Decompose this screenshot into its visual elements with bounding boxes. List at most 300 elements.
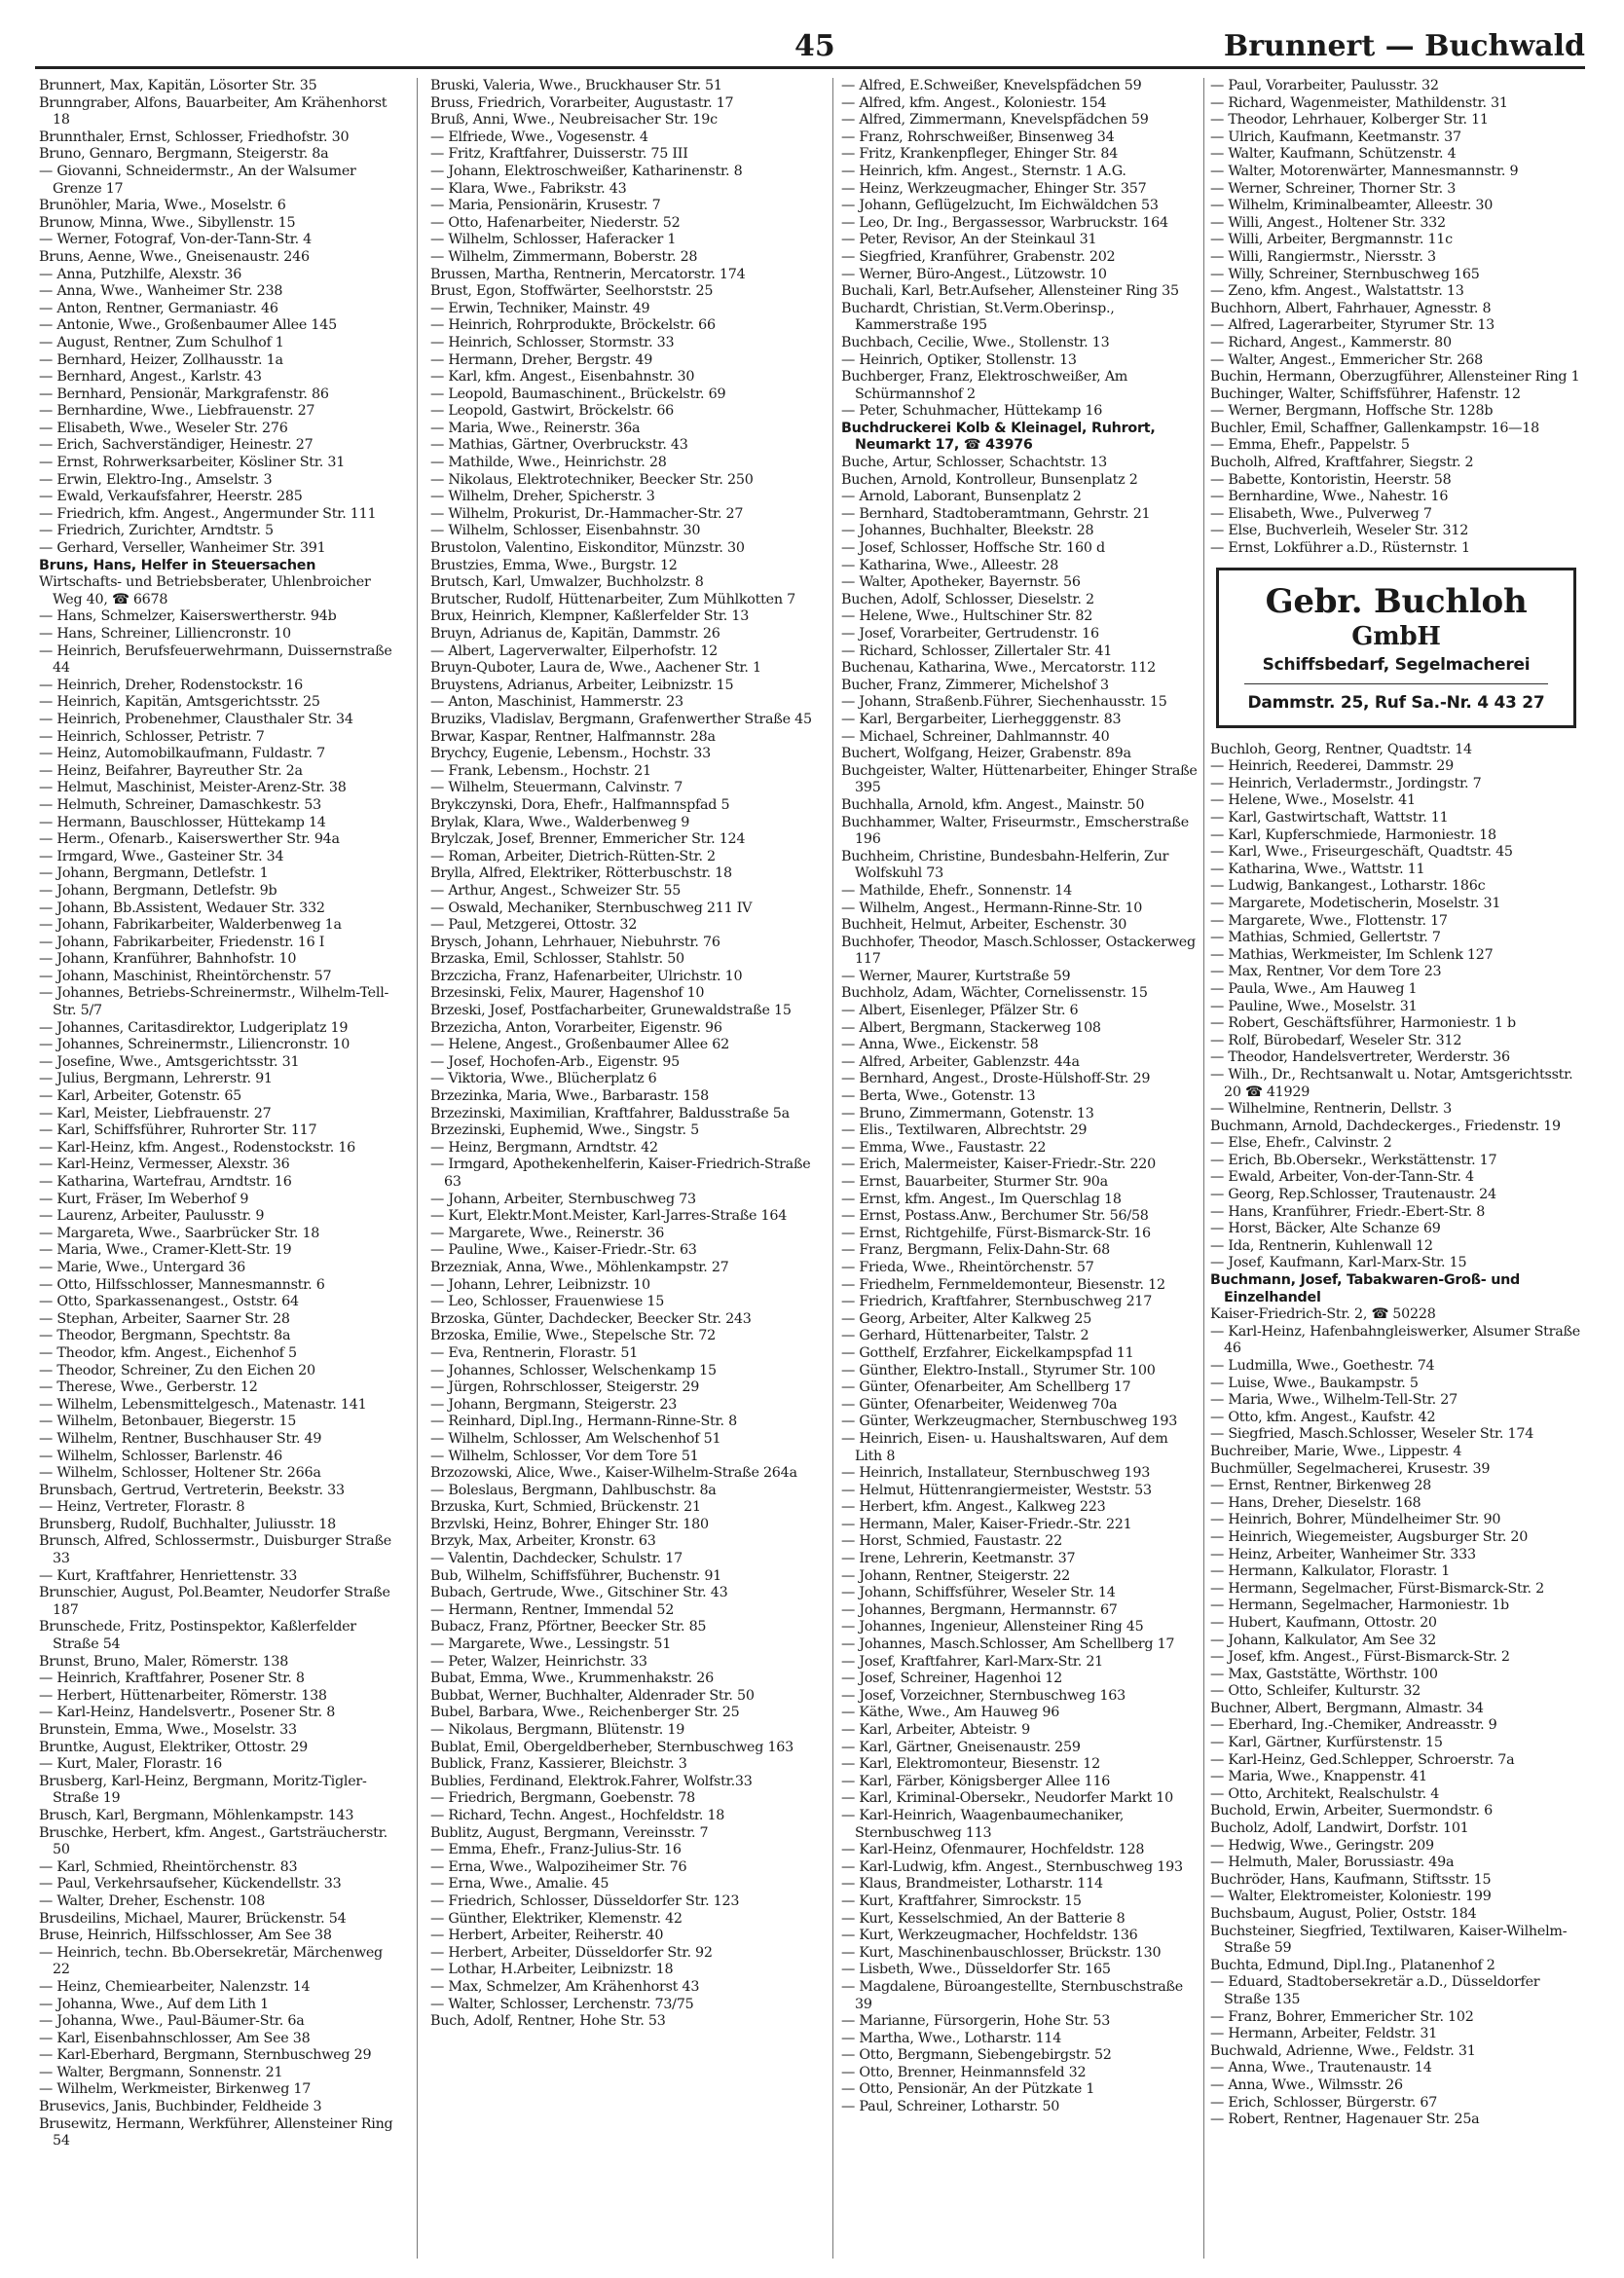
directory-entry: — Karl-Heinz, Handelsvertr., Posener Str. 8 [39, 1705, 336, 1721]
directory-entry: — Ewald, Verkaufsfahrer, Heerstr. 285 [39, 489, 303, 505]
directory-entry: Brunnert, Max, Kapitän, Lösorter Str. 35 [39, 78, 317, 93]
directory-entry: — Maria, Pensionärin, Krusestr. 7 [430, 198, 661, 214]
directory-entry: Brylla, Alfred, Elektriker, Rötterbuschstr. 18 [430, 865, 732, 882]
directory-entry: — Magdalene, Büroangestellte, Sternbuschstraße 39 [841, 1978, 1184, 2012]
directory-entry: Buchheim, Christine, Bundesbahn-Helferin, Zur Wolfskuhl 73 [841, 848, 1169, 882]
directory-entry: — Karl, Wwe., Friseurgeschäft, Quadtstr. 45 [1210, 844, 1513, 861]
directory-entry: — Erich, Bb.Obersekr., Werkstättenstr. 17 [1210, 1152, 1497, 1168]
directory-entry: — Bernhard, Angest., Karlstr. 43 [39, 369, 262, 386]
directory-entry: — Wilhelm, Schlosser, Vor dem Tore 51 [430, 1448, 699, 1464]
directory-entry: Brunngraber, Alfons, Bauarbeiter, Am Krähenhorst 18 [39, 94, 388, 129]
directory-entry: — Alfred, Arbeiter, Gablenzstr. 44a [841, 1053, 1080, 1070]
directory-entry: — Margarete, Wwe., Flottenstr. 17 [1210, 912, 1448, 929]
directory-entry: — Hans, Kranführer, Friedr.-Ebert-Str. 8 [1210, 1203, 1486, 1220]
directory-entry: — Jürgen, Rohrschlosser, Steigerstr. 29 [430, 1379, 700, 1396]
directory-entry: Bublies, Ferdinand, Elektrok.Fahrer, Wolfstr.33 [430, 1773, 753, 1789]
directory-entry: — Peter, Walzer, Heinrichstr. 33 [430, 1653, 647, 1670]
directory-entry: — Heinrich, techn. Bb.Obersekretär, Märchenweg 22 [39, 1944, 383, 1978]
directory-entry: — Kurt, Fräser, Im Weberhof 9 [39, 1191, 249, 1207]
directory-entry: — Kurt, Werkzeugmacher, Hochfeldstr. 136 [841, 1928, 1138, 1944]
directory-entry: — Wilhelm, Rentner, Buschhauser Str. 49 [39, 1430, 322, 1447]
directory-entry: — Irmgard, Apothekenhelferin, Kaiser-Friedrich-Straße 63 [430, 1157, 811, 1190]
directory-entry: — Eberhard, Ing.-Chemiker, Andreasstr. 9 [1210, 1717, 1497, 1734]
directory-entry: — Heinz, Bergmann, Arndtstr. 42 [430, 1139, 658, 1156]
directory-entry: Brux, Heinrich, Klempner, Kaßlerfelder Str. 13 [430, 608, 750, 625]
directory-entry: — Herbert, Arbeiter, Reiherstr. 40 [430, 1928, 664, 1944]
directory-entry: — Hans, Schmelzer, Kaiserswertherstr. 94b [39, 608, 337, 625]
directory-entry: — Josef, Vorzeichner, Sternbuschweg 163 [841, 1687, 1126, 1704]
directory-entry: Bucher, Franz, Zimmerer, Michelshof 3 [841, 677, 1109, 693]
directory-entry: — Ernst, Bauarbeiter, Sturmer Str. 90a [841, 1174, 1108, 1190]
directory-entry: Brzezicha, Anton, Vorarbeiter, Eigenstr. 96 [430, 1019, 722, 1036]
directory-entry: — Boleslaus, Bergmann, Dahlbuschstr. 8a [430, 1482, 717, 1498]
directory-entry: — Robert, Geschäftsführer, Harmoniestr. 1 b [1210, 1015, 1516, 1032]
directory-entry: Bubat, Emma, Wwe., Krummenhakstr. 26 [430, 1671, 714, 1687]
directory-entry: — Theodor, kfm. Angest., Eichenhof 5 [39, 1344, 297, 1361]
directory-entry: — Karl, Meister, Liebfrauenstr. 27 [39, 1105, 272, 1121]
directory-entry: — Hedwig, Wwe., Geringstr. 209 [1210, 1837, 1434, 1854]
directory-entry: Brzezniak, Anna, Wwe., Möhlenkampstr. 27 [430, 1259, 729, 1275]
directory-entry: Buchen, Arnold, Kontrolleur, Bunsenplatz 2 [841, 471, 1138, 488]
directory-entry: Brzezinski, Maximilian, Kraftfahrer, Baldusstraße 5a [430, 1105, 790, 1121]
directory-entry: — Franz, Rohrschweißer, Binsenweg 34 [841, 129, 1115, 145]
directory-entry: — Günter, Ofenarbeiter, Am Schellberg 17 [841, 1379, 1131, 1396]
directory-entry: — Walter, Kaufmann, Schützenstr. 4 [1210, 146, 1457, 163]
directory-entry: — Peter, Schuhmacher, Hüttekamp 16 [841, 403, 1103, 420]
directory-entry: Brysch, Johann, Lehrhauer, Niebuhrstr. 76 [430, 934, 720, 950]
directory-entry: — Irmgard, Wwe., Gasteiner Str. 34 [39, 848, 284, 864]
directory-entry: — Horst, Schmied, Faustastr. 22 [841, 1533, 1062, 1550]
directory-entry: — Karl, Gastwirtschaft, Wattstr. 11 [1210, 810, 1449, 826]
directory-entry: — Katharina, Wwe., Wattstr. 11 [1210, 861, 1425, 877]
directory-entry: — Bernhardine, Wwe., Liebfrauenstr. 27 [39, 403, 315, 420]
directory-entry: — Alfred, kfm. Angest., Koloniestr. 154 [841, 94, 1107, 111]
directory-entry: — Hubert, Kaufmann, Ottostr. 20 [1210, 1614, 1437, 1631]
directory-entry: — Hans, Schreiner, Lilliencronstr. 10 [39, 626, 291, 642]
directory-entry: — Emma, Ehefr., Franz-Julius-Str. 16 [430, 1842, 682, 1858]
directory-entry: — Johann, Rentner, Steigerstr. 22 [841, 1567, 1071, 1584]
directory-entry: Brunnthaler, Ernst, Schlosser, Friedhofstr. 30 [39, 129, 350, 145]
directory-entry: — Heinrich, Optiker, Stollenstr. 13 [841, 351, 1077, 368]
directory-entry: — Karl-Eberhard, Bergmann, Sternbuschweg 29 [39, 2047, 372, 2064]
directory-entry: — Frieda, Wwe., Rheintörchenstr. 57 [841, 1259, 1094, 1275]
directory-entry: — Franz, Bergmann, Felix-Dahn-Str. 68 [841, 1242, 1110, 1259]
directory-entry: — Karl, Bergarbeiter, Lierhegggenstr. 83 [841, 711, 1122, 727]
directory-entry: Brusevics, Janis, Buchbinder, Feldheide 3 [39, 2099, 322, 2115]
directory-entry: — Heinz, Chemiearbeiter, Nalenzstr. 14 [39, 1978, 311, 1995]
column-divider [417, 78, 418, 2259]
directory-entry: — Nikolaus, Bergmann, Blütenstr. 19 [430, 1722, 685, 1738]
directory-entry: — Karl-Heinz, Ofenmaurer, Hochfeldstr. 128 [841, 1842, 1145, 1858]
directory-entry: — Wilhelm, Steuermann, Calvinstr. 7 [430, 780, 683, 796]
directory-entry: — Karl, Arbeiter, Abteistr. 9 [841, 1722, 1030, 1738]
directory-entry: — Johannes, Schlosser, Welschenkamp 15 [430, 1362, 717, 1378]
directory-entry: — Leopold, Gastwirt, Bröckelstr. 66 [430, 403, 675, 420]
directory-entry: Buchhalla, Arnold, kfm. Angest., Mainstr. 50 [841, 796, 1145, 813]
directory-entry: — Paul, Metzgerei, Ottostr. 32 [430, 917, 638, 934]
directory-entry: — Alfred, E.Schweißer, Knevelspfädchen 59 [841, 78, 1142, 93]
directory-entry: Brzyk, Max, Arbeiter, Kronstr. 63 [430, 1533, 656, 1550]
directory-entry: — Anna, Wwe., Trautenaustr. 14 [1210, 2060, 1432, 2076]
directory-entry: — Ewald, Arbeiter, Von-der-Tann-Str. 4 [1210, 1169, 1474, 1186]
directory-entry: — Theodor, Bergmann, Spechtstr. 8a [39, 1328, 291, 1344]
directory-entry: Brusdeilins, Michael, Maurer, Brückenstr. 54 [39, 1910, 347, 1927]
directory-entry: — Heinz, Arbeiter, Wanheimer Str. 333 [1210, 1546, 1476, 1562]
ad-tagline: Schiffsbedarf, Segelmacherei [1262, 654, 1531, 675]
directory-entry: — Friedhelm, Fernmeldemonteur, Biesenstr. 12 [841, 1276, 1165, 1293]
directory-entry: — Hermann, Arbeiter, Feldstr. 31 [1210, 2026, 1438, 2042]
directory-entry: — Katharina, Wwe., Alleestr. 28 [841, 557, 1059, 573]
directory-entry: — Wilhelm, Prokurist, Dr.-Hammacher-Str. 27 [430, 505, 744, 522]
directory-entry: Brzaska, Emil, Schlosser, Stahlstr. 50 [430, 951, 684, 968]
directory-entry: — Friedrich, kfm. Angest., Angermunder Str. 111 [39, 505, 377, 522]
directory-entry: — Rolf, Bürobedarf, Weseler Str. 312 [1210, 1032, 1462, 1048]
directory-entry: — Wilhelm, Schlosser, Holtener Str. 266a [39, 1465, 321, 1482]
directory-entry: — Hermann, Segelmacher, Harmoniestr. 1b [1210, 1598, 1509, 1614]
directory-entry: — Karl, Elektromonteur, Biesenstr. 12 [841, 1756, 1100, 1773]
directory-entry: — Wilhelm, Kriminalbeamter, Alleestr. 30 [1210, 198, 1494, 214]
directory-entry: — Margarete, Wwe., Reinerstr. 36 [430, 1225, 665, 1241]
directory-entry: — Ernst, Richtgehilfe, Fürst-Bismarck-Str. 16 [841, 1225, 1151, 1241]
directory-entry: Brzoska, Günter, Dachdecker, Beecker Str. 243 [430, 1310, 752, 1327]
directory-entry: Bruschke, Herbert, kfm. Angest., Gartsträucherstr. 50 [39, 1824, 388, 1858]
directory-entry: — Heinrich, Reederei, Dammstr. 29 [1210, 758, 1454, 775]
directory-entry: Brzezinka, Maria, Wwe., Barbarastr. 158 [430, 1088, 710, 1105]
directory-entry: Brutsch, Karl, Umwalzer, Buchholzstr. 8 [430, 574, 704, 591]
directory-entry: — Wilhelm, Schlosser, Am Welschenhof 51 [430, 1430, 721, 1447]
directory-entry: Brunst, Bruno, Maler, Römerstr. 138 [39, 1653, 289, 1670]
directory-entry: Buche, Artur, Schlosser, Schachtstr. 13 [841, 455, 1107, 471]
directory-entry: Buchali, Karl, Betr.Aufseher, Allensteiner Ring 35 [841, 283, 1179, 300]
directory-entry: — Johann, Kalkulator, Am See 32 [1210, 1632, 1436, 1648]
directory-entry: — Heinrich, Rohrprodukte, Bröckelstr. 66 [430, 317, 716, 334]
directory-entry: Brust, Egon, Stoffwärter, Seelhorststr. 25 [430, 283, 714, 300]
advertisement-box [1216, 568, 1576, 728]
column-3 [841, 78, 1198, 2259]
directory-entry: — Ernst, kfm. Angest., Im Querschlag 18 [841, 1191, 1122, 1207]
directory-entry: — Richard, Schlosser, Zillertaler Str. 41 [841, 643, 1113, 659]
directory-entry: Bruns, Aenne, Wwe., Gneisenaustr. 246 [39, 248, 310, 265]
directory-entry: — Anna, Wwe., Wilmsstr. 26 [1210, 2076, 1403, 2093]
ad-address: Dammstr. 25, Ruf Sa.-Nr. 4 43 27 [1247, 692, 1545, 713]
directory-entry: — Erna, Wwe., Amalie. 45 [430, 1876, 609, 1892]
directory-entry: — Wilhelm, Schlosser, Eisenbahnstr. 30 [430, 523, 701, 539]
directory-entry: — Hans, Dreher, Dieselstr. 168 [1210, 1494, 1421, 1511]
directory-entry: — Karl, Gärtner, Kurfürstenstr. 15 [1210, 1735, 1443, 1751]
directory-entry: — Johannes, Buchhalter, Bleekstr. 28 [841, 523, 1094, 539]
directory-entry: — Wilh., Dr., Rechtsanwalt u. Notar, Amtsgerichtsstr. 20 ☎ 41929 [1210, 1066, 1573, 1100]
directory-entry: — Lisbeth, Wwe., Düsseldorfer Str. 165 [841, 1962, 1111, 1978]
directory-entry: — Paul, Vorarbeiter, Paulusstr. 32 [1210, 78, 1439, 93]
directory-entry: — Karl, Arbeiter, Gotenstr. 65 [39, 1088, 242, 1105]
directory-entry: Bubach, Gertrude, Wwe., Gitschiner Str. 43 [430, 1585, 728, 1601]
directory-entry: Brunstein, Emma, Wwe., Moselstr. 33 [39, 1722, 297, 1738]
directory-entry: — Maria, Wwe., Knappenstr. 41 [1210, 1769, 1427, 1785]
directory-entry: — Wilhelmine, Rentnerin, Dellstr. 3 [1210, 1101, 1452, 1118]
directory-entry: — Herm., Ofenarb., Kaiserswerther Str. 94a [39, 831, 340, 848]
directory-entry: — Heinrich, Dreher, Rodenstockstr. 16 [39, 677, 303, 693]
directory-entry: — Alfred, Zimmermann, Knevelspfädchen 59 [841, 112, 1149, 129]
directory-entry: Kaiser-Friedrich-Str. 2, ☎ 50228 [1210, 1306, 1436, 1323]
directory-entry: Brustolon, Valentino, Eiskonditor, Münzstr. 30 [430, 540, 745, 557]
directory-entry: — Marie, Wwe., Untergard 36 [39, 1259, 245, 1275]
directory-entry: — Karl, Kupferschmiede, Harmoniestr. 18 [1210, 827, 1496, 843]
directory-entry: Bruss, Friedrich, Vorarbeiter, Augustastr. 17 [430, 94, 734, 111]
directory-entry: — Karl-Heinrich, Waagenbaumechaniker, Sternbuschweg 113 [841, 1807, 1125, 1841]
directory-entry: — Karl, kfm. Angest., Eisenbahnstr. 30 [430, 369, 695, 386]
directory-entry: Buchhofer, Theodor, Masch.Schlosser, Ostackerweg 117 [841, 934, 1196, 968]
directory-entry: Buchgeister, Walter, Hüttenarbeiter, Ehinger Straße 395 [841, 762, 1198, 796]
directory-entry: — Erich, Malermeister, Kaiser-Friedr.-Str. 220 [841, 1157, 1157, 1173]
directory-entry: — Heinrich, Eisen- u. Haushaltswaren, Auf dem Lith 8 [841, 1430, 1168, 1464]
directory-entry: Bubacz, Franz, Pförtner, Beecker Str. 85 [430, 1619, 707, 1635]
directory-entry: — Bruno, Zimmermann, Gotenstr. 13 [841, 1105, 1094, 1121]
directory-entry: — Otto, Architekt, Realschulstr. 4 [1210, 1785, 1440, 1802]
directory-entry: Brunsberg, Rudolf, Buchhalter, Juliusstr. 18 [39, 1516, 337, 1532]
directory-entry: Bruno, Gennaro, Bergmann, Steigerstr. 8a [39, 146, 329, 163]
directory-entry: — Karl, Gärtner, Gneisenaustr. 259 [841, 1739, 1081, 1755]
directory-entry: — Johann, Bb.Assistent, Wedauer Str. 332 [39, 900, 325, 916]
directory-entry: — Margareta, Wwe., Saarbrücker Str. 18 [39, 1225, 320, 1241]
directory-entry: — Siegfried, Kranführer, Grabenstr. 202 [841, 248, 1116, 265]
directory-entry: — Erich, Schlosser, Bürgerstr. 67 [1210, 2094, 1438, 2111]
directory-entry: — Marianne, Fürsorgerin, Hohe Str. 53 [841, 2013, 1111, 2030]
directory-entry: — Irene, Lehrerin, Keetmanstr. 37 [841, 1551, 1076, 1567]
directory-entry: — Ernst, Rentner, Birkenweg 28 [1210, 1478, 1432, 1494]
directory-entry: — Paul, Schreiner, Lotharstr. 50 [841, 2099, 1060, 2115]
directory-entry: Brzezinski, Euphemid, Wwe., Singstr. 5 [430, 1122, 699, 1139]
directory-entry: — Johann, Geflügelzucht, Im Eichwäldchen 53 [841, 198, 1159, 214]
header-rule [35, 66, 1585, 69]
directory-entry: — Erich, Sachverständiger, Heinestr. 27 [39, 437, 314, 454]
directory-entry: — Heinrich, Probenehmer, Clausthaler Str. 34 [39, 711, 353, 727]
directory-entry: — Viktoria, Wwe., Blücherplatz 6 [430, 1071, 657, 1087]
directory-entry: — Nikolaus, Elektrotechniker, Beecker Str. 250 [430, 471, 754, 488]
ad-company-name: Gebr. Buchloh [1265, 581, 1528, 621]
directory-entry: — Kurt, Kesselschmied, An der Batterie 8 [841, 1910, 1126, 1927]
directory-entry: — Josef, Vorarbeiter, Gertrudenstr. 16 [841, 626, 1099, 642]
directory-entry: — Berta, Wwe., Gotenstr. 13 [841, 1088, 1036, 1105]
directory-entry: — Maria, Wwe., Wilhelm-Tell-Str. 27 [1210, 1392, 1458, 1409]
directory-entry: — Karl-Heinz, kfm. Angest., Rodenstockstr. 16 [39, 1139, 356, 1156]
directory-entry: Brunsch, Alfred, Schlossermstr., Duisburger Straße 33 [39, 1533, 391, 1567]
directory-entry: — Willi, Angest., Holtener Str. 332 [1210, 214, 1446, 231]
directory-entry: Brylczak, Josef, Brenner, Emmericher Str. 124 [430, 831, 746, 848]
directory-entry: — Horst, Bäcker, Alte Schanze 69 [1210, 1221, 1441, 1237]
directory-entry: — Erna, Wwe., Walpoziheimer Str. 76 [430, 1858, 687, 1875]
directory-entry: — Günther, Elektriker, Klemenstr. 42 [430, 1910, 683, 1927]
directory-entry: — Ulrich, Kaufmann, Keetmanstr. 37 [1210, 129, 1461, 145]
directory-entry: — Hermann, Maler, Kaiser-Friedr.-Str. 221 [841, 1516, 1132, 1532]
directory-entry: — Zeno, kfm. Angest., Walstattstr. 13 [1210, 283, 1464, 300]
directory-entry: — Johanna, Wwe., Auf dem Lith 1 [39, 1996, 269, 2012]
directory-entry: — Michael, Schreiner, Dahlmannstr. 40 [841, 728, 1110, 745]
directory-entry: Bucholz, Adolf, Landwirt, Dorfstr. 101 [1210, 1820, 1469, 1837]
directory-entry: Bublick, Franz, Kassierer, Bleichstr. 3 [430, 1756, 687, 1773]
directory-entry: — Wilhelm, Schlosser, Haferacker 1 [430, 232, 677, 248]
directory-entry: Bruystens, Adrianus, Arbeiter, Leibnizstr. 15 [430, 677, 734, 693]
directory-entry: — Oswald, Mechaniker, Sternbuschweg 211 IV [430, 900, 753, 916]
directory-entry: — Josef, kfm. Angest., Fürst-Bismarck-Str. 2 [1210, 1649, 1510, 1666]
directory-entry: — Johann, Schiffsführer, Weseler Str. 14 [841, 1585, 1116, 1601]
directory-entry: — Theodor, Schreiner, Zu den Eichen 20 [39, 1362, 315, 1378]
directory-entry: Buchta, Edmund, Dipl.Ing., Platanenhof 2 [1210, 1957, 1495, 1973]
directory-entry: — Willy, Schreiner, Sternbuschweg 165 [1210, 266, 1480, 282]
directory-entry: — Johannes, Caritasdirektor, Ludgeriplatz 19 [39, 1019, 349, 1036]
directory-entry: — Friedrich, Kraftfahrer, Sternbuschweg 217 [841, 1294, 1153, 1310]
directory-entry: Bublitz, August, Bergmann, Vereinsstr. 7 [430, 1824, 709, 1841]
directory-entry: — Fritz, Krankenpfleger, Ehinger Str. 84 [841, 146, 1119, 163]
directory-entry: — Walter, Elektromeister, Koloniestr. 199 [1210, 1889, 1492, 1905]
page-number: 45 [794, 29, 835, 63]
directory-entry: — Elisabeth, Wwe., Weseler Str. 276 [39, 420, 288, 436]
directory-entry: — Heinrich, Installateur, Sternbuschweg 193 [841, 1465, 1151, 1482]
directory-entry: — Eduard, Stadtobersekretär a.D., Düsseldorfer Straße 135 [1210, 1974, 1540, 2007]
directory-entry: — Wilhelm, Betonbauer, Biegerstr. 15 [39, 1414, 297, 1430]
directory-entry: Buchsbaum, August, Polier, Oststr. 184 [1210, 1906, 1477, 1922]
directory-entry: Brzvlski, Heinz, Bohrer, Ehinger Str. 180 [430, 1516, 709, 1532]
directory-entry: — Günther, Elektro-Install., Styrumer Str. 100 [841, 1362, 1156, 1378]
directory-entry: — Karl, Schmied, Rheintörchenstr. 83 [39, 1858, 298, 1875]
directory-entry: — Fritz, Kraftfahrer, Duisserstr. 75 III [430, 146, 688, 163]
directory-entry: Bruyn, Adrianus de, Kapitän, Dammstr. 26 [430, 626, 720, 642]
column-2 [430, 78, 824, 2259]
directory-entry: Buchberger, Franz, Elektroschweißer, Am Schürmannshof 2 [841, 369, 1128, 402]
directory-entry: Bub, Wilhelm, Schiffsführer, Buchenstr. 91 [430, 1567, 722, 1584]
ad-company-form: GmbH [1351, 621, 1441, 651]
directory-entry: — Heinrich, Verladermstr., Jordingstr. 7 [1210, 775, 1482, 791]
directory-entry: — Ernst, Lokführer a.D., Rüsternstr. 1 [1210, 540, 1470, 557]
directory-entry: — Laurenz, Arbeiter, Paulusstr. 9 [39, 1208, 265, 1225]
directory-entry: — Bernhardine, Wwe., Nahestr. 16 [1210, 489, 1449, 505]
directory-entry: — Walter, Bergmann, Sonnenstr. 21 [39, 2064, 283, 2080]
directory-entry: — Johann, Fabrikarbeiter, Walderbenweg 1a [39, 917, 342, 934]
directory-entry: — Friedrich, Zurichter, Arndtstr. 5 [39, 523, 274, 539]
directory-entry: Buchhorn, Albert, Fahrhauer, Agnesstr. 8 [1210, 300, 1492, 316]
directory-entry: — Karl-Heinz, Vermesser, Alexstr. 36 [39, 1157, 290, 1173]
directory-entry: — Walter, Angest., Emmericher Str. 268 [1210, 351, 1483, 368]
directory-entry: Buchen, Adolf, Schlosser, Dieselstr. 2 [841, 591, 1094, 607]
directory-entry: — Hermann, Segelmacher, Fürst-Bismarck-Str. 2 [1210, 1580, 1544, 1597]
directory-entry: — Therese, Wwe., Gerberstr. 12 [39, 1379, 258, 1396]
directory-entry: Brusberg, Karl-Heinz, Bergmann, Moritz-Tigler-Straße 19 [39, 1773, 367, 1807]
directory-entry: — Günter, Werkzeugmacher, Sternbuschweg 193 [841, 1414, 1178, 1430]
directory-entry: — Stephan, Arbeiter, Saarner Str. 28 [39, 1310, 290, 1327]
directory-entry: Bruß, Anni, Wwe., Neubreisacher Str. 19c [430, 112, 718, 129]
directory-entry: — Johannes, Ingenieur, Allensteiner Ring 45 [841, 1619, 1144, 1635]
directory-entry: — Bernhard, Angest., Droste-Hülshoff-Str. 29 [841, 1071, 1151, 1087]
directory-entry: — Richard, Wagenmeister, Mathildenstr. 31 [1210, 94, 1508, 111]
directory-entry: — Ludwig, Bankangest., Lotharstr. 186c [1210, 878, 1486, 895]
directory-entry: — Karl-Heinz, Ged.Schlepper, Schroerstr. 7a [1210, 1751, 1515, 1768]
directory-entry: Brychcy, Eugenie, Lebensm., Hochstr. 33 [430, 746, 711, 762]
directory-entry: — Josef, Kraftfahrer, Karl-Marx-Str. 21 [841, 1653, 1104, 1670]
directory-entry: — Anna, Wwe., Wanheimer Str. 238 [39, 283, 283, 300]
directory-entry: — Albert, Eisenleger, Pfälzer Str. 6 [841, 1003, 1079, 1019]
directory-entry: — Paula, Wwe., Am Hauweg 1 [1210, 980, 1418, 997]
directory-entry: — Hermann, Kalkulator, Florastr. 1 [1210, 1563, 1451, 1580]
directory-entry: Brzczicha, Franz, Hafenarbeiter, Ulrichstr. 10 [430, 968, 743, 984]
directory-entry: — Mathias, Werkmeister, Im Schlenk 127 [1210, 946, 1494, 963]
directory-entry: — Johann, Fabrikarbeiter, Friedenstr. 16 I [39, 934, 325, 950]
directory-entry: — Werner, Maurer, Kurtstraße 59 [841, 968, 1071, 984]
directory-entry: — Kurt, Elektr.Mont.Meister, Karl-Jarres-Straße 164 [430, 1208, 788, 1225]
directory-entry: — Josef, Hochofen-Arb., Eigenstr. 95 [430, 1053, 680, 1070]
directory-entry: — Herbert, kfm. Angest., Kalkweg 223 [841, 1499, 1106, 1516]
directory-entry: Buchinger, Walter, Schiffsführer, Hafenstr. 12 [1210, 386, 1521, 402]
directory-entry: Buchmann, Josef, Tabakwaren-Groß- und Einzelhandel [1210, 1272, 1521, 1305]
directory-entry: Bubbat, Werner, Buchhalter, Aldenrader Str. 50 [430, 1687, 755, 1704]
directory-entry: — Johann, Arbeiter, Sternbuschweg 73 [430, 1191, 696, 1207]
directory-entry: Bruntke, August, Elektriker, Ottostr. 29 [39, 1739, 308, 1755]
directory-entry: — Gerhard, Hüttenarbeiter, Talstr. 2 [841, 1328, 1089, 1344]
directory-entry: — Roman, Arbeiter, Dietrich-Rütten-Str. 2 [430, 848, 716, 864]
directory-entry: Buchert, Wolfgang, Heizer, Grabenstr. 89a [841, 746, 1131, 762]
directory-entry: Wirtschafts- und Betriebsberater, Uhlenbroicher Weg 40, ☎ 6678 [39, 574, 371, 607]
column-4 [1210, 78, 1582, 2259]
column-4-bottom [1210, 742, 1582, 2129]
column-divider [1203, 78, 1204, 2259]
directory-entry: Buchbach, Cecilie, Wwe., Stollenstr. 13 [841, 334, 1110, 350]
directory-entry: — Kurt, Kraftfahrer, Simrockstr. 15 [841, 1892, 1082, 1909]
directory-entry: — Helene, Wwe., Hultschiner Str. 82 [841, 608, 1093, 625]
directory-entry: — Wilhelm, Zimmermann, Boberstr. 28 [430, 248, 698, 265]
directory-entry: — Hermann, Rentner, Immendal 52 [430, 1601, 675, 1618]
directory-entry: — Lothar, H.Arbeiter, Leibnizstr. 18 [430, 1962, 674, 1978]
directory-entry: — Georg, Rep.Schlosser, Trautenaustr. 24 [1210, 1187, 1496, 1203]
directory-entry: Buchhammer, Walter, Friseurmstr., Emscherstraße 196 [841, 814, 1189, 848]
directory-entry: Buchdruckerei Kolb & Kleinagel, Ruhrort, Neumarkt 17, ☎ 43976 [841, 420, 1156, 454]
directory-entry: Brzesinski, Felix, Maurer, Hagenshof 10 [430, 985, 705, 1002]
directory-entry: — Else, Ehefr., Calvinstr. 2 [1210, 1135, 1392, 1152]
directory-entry: — Werner, Büro-Angest., Lützowstr. 10 [841, 266, 1107, 282]
directory-entry: — Gotthelf, Erzfahrer, Eickelkampspfad 11 [841, 1344, 1134, 1361]
directory-entry: — Hermann, Bauschlosser, Hüttekamp 14 [39, 814, 326, 830]
directory-entry: Buchheit, Helmut, Arbeiter, Eschenstr. 30 [841, 917, 1127, 934]
directory-entry: — Johann, Bergmann, Steigerstr. 23 [430, 1396, 678, 1413]
directory-entry: — Anton, Rentner, Germaniastr. 46 [39, 300, 278, 316]
directory-entry: Brussen, Martha, Rentnerin, Mercatorstr. 174 [430, 266, 746, 282]
directory-entry: — Heinrich, kfm. Angest., Sternstr. 1 A.G. [841, 163, 1126, 179]
directory-entry: — Werner, Bergmann, Hoffsche Str. 128b [1210, 403, 1494, 420]
directory-entry: — Willi, Rangiermstr., Niersstr. 3 [1210, 248, 1436, 265]
directory-entry: — Arthur, Angest., Schweizer Str. 55 [430, 882, 682, 899]
directory-entry: — Heinrich, Schlosser, Stormstr. 33 [430, 334, 675, 350]
directory-entry: Bubel, Barbara, Wwe., Reichenberger Str. 25 [430, 1705, 740, 1721]
directory-entry: Brzeski, Josef, Postfacharbeiter, Grunewaldstraße 15 [430, 1003, 792, 1019]
directory-entry: — Anton, Maschinist, Hammerstr. 23 [430, 694, 683, 711]
directory-entry: — Friedrich, Bergmann, Goebenstr. 78 [430, 1790, 695, 1807]
directory-entry: — Heinrich, Bohrer, Mündelheimer Str. 90 [1210, 1512, 1501, 1528]
directory-entry: — Käthe, Wwe., Am Hauweg 96 [841, 1705, 1060, 1721]
directory-entry: — Antonie, Wwe., Großenbaumer Allee 145 [39, 317, 337, 334]
directory-entry: — Heinrich, Wiegemeister, Augsburger Str. 20 [1210, 1528, 1529, 1545]
directory-entry: — Heinrich, Kraftfahrer, Posener Str. 8 [39, 1671, 305, 1687]
directory-entry: Bublat, Emil, Obergeldberheber, Sternbuschweg 163 [430, 1739, 794, 1755]
directory-entry: — Eva, Rentnerin, Florastr. 51 [430, 1344, 639, 1361]
directory-entry: — Arnold, Laborant, Bunsenplatz 2 [841, 489, 1082, 505]
directory-entry: — Johannes, Masch.Schlosser, Am Schellberg 17 [841, 1636, 1175, 1653]
directory-entry: Bruse, Heinrich, Hilfsschlosser, Am See 38 [39, 1928, 332, 1944]
directory-entry: — Max, Rentner, Vor dem Tore 23 [1210, 964, 1442, 980]
directory-entry: — Wilhelm, Lebensmittelgesch., Matenastr. 141 [39, 1396, 367, 1413]
directory-entry: — Leo, Schlosser, Frauenwiese 15 [430, 1294, 665, 1310]
directory-entry: Buchröder, Hans, Kaufmann, Stiftsstr. 15 [1210, 1871, 1492, 1888]
directory-entry: — Heinz, Beifahrer, Bayreuther Str. 2a [39, 762, 303, 779]
directory-entry: — Martha, Wwe., Lotharstr. 114 [841, 2030, 1062, 2046]
directory-entry: — Kurt, Maschinenbauschlosser, Brückstr. 130 [841, 1944, 1162, 1961]
directory-entry: — Josefine, Wwe., Amtsgerichtsstr. 31 [39, 1053, 300, 1070]
